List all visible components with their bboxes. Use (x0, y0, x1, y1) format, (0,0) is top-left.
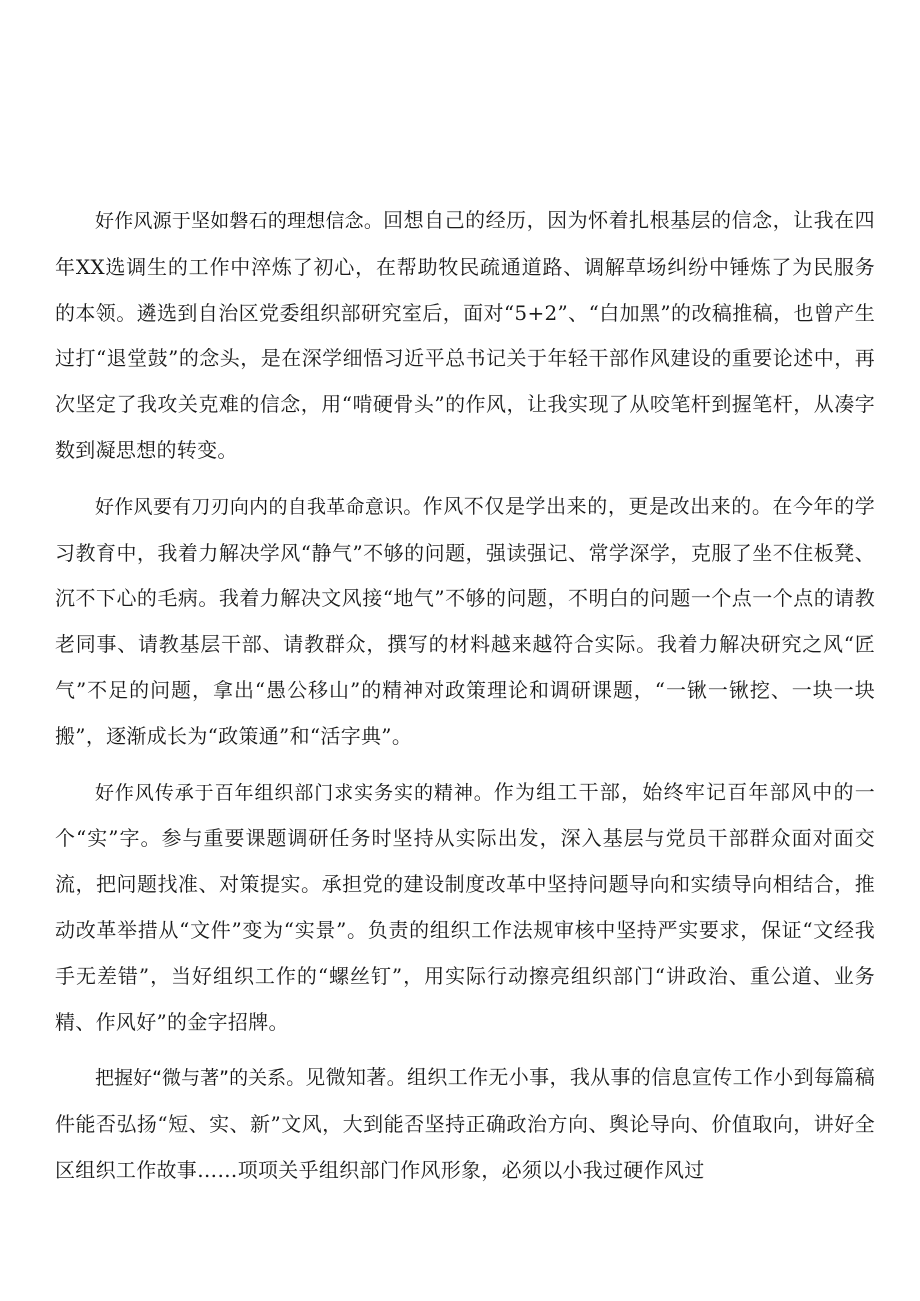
paragraph-pragmatic-spirit (55, 770, 875, 1046)
paragraph-heading: 把握好“微与著”的关系。 (95, 1067, 306, 1090)
paragraph-heading: 好作风源于坚如磐石的理想信念。 (95, 210, 384, 232)
document-body (55, 198, 875, 1204)
paragraph-text: 见微知著。组织工作无小事，我从事的信息宣传工作小到每篇稿件能否弘扬“短、实、新”文风，大到能否坚持正确政治方向、舆论导向、价值取向，讲好全区组织工作故事……项项关乎组织部门作风形象，必须以小我过硬作风过 (55, 1065, 876, 1182)
paragraph-text: 作风不仅是学出来的，更是改出来的。在今年的学习教育中，我着力解决学风“静气”不够的问题，强读强记、常学深学，克服了坐不住板凳、沉不下心的毛病。我着力解决文风接“地气”不够的问题，不明白的问题一个点一个点的请教老同事、请教基层干部、请教群众，撰写的材料越来越符合实际。我着力解决研究之风“匠气”不足的问题，拿出“愚公移山”的精神对政策理论和调研课题，“一锹一锹挖、一块一块搬”，逐渐成长为“政策通”和“活字典”。 (55, 493, 875, 748)
paragraph-self-revolution (55, 484, 875, 760)
paragraph-heading: 好作风要有刀刃向内的自我革命意识。 (95, 495, 423, 518)
paragraph-micro-macro (55, 1055, 875, 1193)
paragraph-text: 回想自己的经历，因为怀着扎根基层的信念，让我在四年XX选调生的工作中淬炼了初心，在帮助牧民疏通道路、调解草场纠纷中锤炼了为民服务的本领。遴选到自治区党委组织部研究室后，面对“5+2”、“白加黑”的改稿推稿，也曾产生过打“退堂鼓”的念头，是在深学细悟习近平总书记关于年轻干部作风建设的重要论述中，再次坚定了我攻关克难的信念，用“啃硬骨头”的作风，让我实现了从咬笔杆到握笔杆，从凑字数到凝思想的转变。 (55, 208, 875, 462)
paragraph-ideals (55, 198, 875, 474)
paragraph-heading: 好作风传承于百年组织部门求实务实的精神。 (95, 781, 494, 804)
paragraph-text: 作为组工干部，始终牢记百年部风中的一个“实”字。参与重要课题调研任务时坚持从实际出发，深入基层与党员干部群众面对面交流，把问题找准、对策提实。承担党的建设制度改革中坚持问题导向和实绩导向相结合，推动改革举措从“文件”变为“实景”。负责的组织工作法规审核中坚持严实要求，保证“文经我手无差错”，当好组织工作的“螺丝钉”，用实际行动擦亮组织部门“讲政治、重公道、业务精、作风好”的金字招牌。 (55, 779, 875, 1034)
